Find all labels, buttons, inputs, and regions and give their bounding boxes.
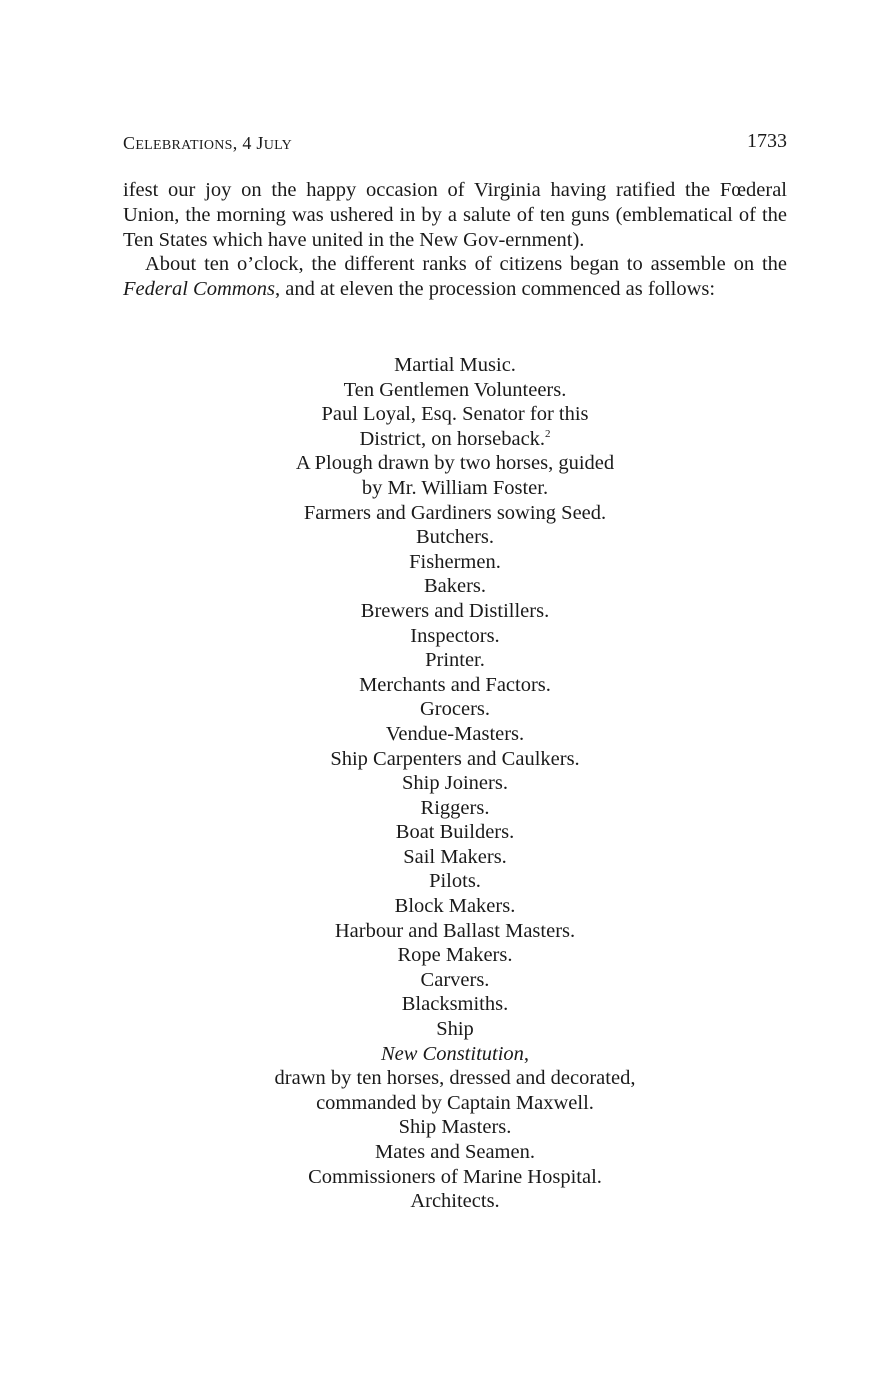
- paragraph-2-text-start: About ten o’clock, the different ranks of citizens began to assemble on the: [145, 253, 787, 276]
- procession-item-text: Ship Joiners.: [402, 772, 508, 795]
- procession-item: [123, 722, 787, 747]
- procession-item-text: Paul Loyal, Esq. Senator for this: [321, 403, 589, 426]
- procession-item: [123, 574, 787, 599]
- procession-item: [123, 1189, 787, 1214]
- procession-item-text: Ship: [436, 1018, 474, 1041]
- running-head-small-caps: ELEBRATIONS: [135, 138, 233, 153]
- procession-item: [123, 476, 787, 501]
- procession-item: [123, 402, 787, 427]
- procession-item-text: by Mr. William Foster.: [361, 476, 549, 499]
- procession-item: [123, 869, 787, 894]
- footnote-marker: 2: [545, 427, 551, 440]
- procession-item-text: Blacksmiths.: [401, 993, 509, 1016]
- procession-item-suffix: ,: [523, 1042, 530, 1065]
- procession-item-text: Ship Carpenters and Caulkers.: [330, 747, 580, 770]
- procession-item-text: Architects.: [410, 1190, 500, 1213]
- procession-item: [123, 992, 787, 1017]
- procession-item: [123, 648, 787, 673]
- procession-item-text: Grocers.: [419, 698, 490, 721]
- procession-item-text: Sail Makers.: [403, 845, 507, 868]
- procession-item: [123, 697, 787, 722]
- procession-item-text: Ship Masters.: [398, 1116, 512, 1139]
- procession-item: [123, 1042, 787, 1067]
- procession-item-text: Riggers.: [420, 796, 490, 819]
- running-head: [123, 130, 787, 160]
- procession-item-text: Block Makers.: [394, 895, 516, 918]
- procession-item-text: Vendue-Masters.: [385, 722, 525, 745]
- procession-item-text: Brewers and Distillers.: [360, 599, 550, 622]
- procession-item-text: drawn by ten horses, dressed and decorated,: [274, 1067, 636, 1090]
- running-head-initial: C: [123, 133, 136, 153]
- running-head-small-caps-month: ULY: [263, 138, 293, 153]
- procession-item-text: District, on horseback.: [359, 427, 546, 450]
- body-text: [123, 178, 787, 302]
- procession-item: [123, 353, 787, 378]
- procession-item-text: New Constitution: [380, 1042, 524, 1065]
- procession-item: [123, 451, 787, 476]
- procession-item: [123, 845, 787, 870]
- paragraph-2: [123, 252, 787, 302]
- procession-item: [123, 1017, 787, 1042]
- paragraph-2-italic-place: Federal Commons: [123, 278, 276, 301]
- procession-item-text: Printer.: [425, 649, 485, 672]
- page-number: 1733: [747, 130, 787, 152]
- procession-item-text: Boat Builders.: [395, 821, 515, 844]
- procession-item-text: Commissioners of Marine Hospital.: [308, 1165, 602, 1188]
- procession-item: [123, 624, 787, 649]
- procession-item: [123, 919, 787, 944]
- procession-item: [123, 525, 787, 550]
- procession-item: [123, 820, 787, 845]
- procession-item-text: Harbour and Ballast Masters.: [334, 919, 576, 942]
- procession-item: [123, 673, 787, 698]
- procession-item-text: Ten Gentlemen Volunteers.: [343, 378, 567, 401]
- procession-item-text: A Plough drawn by two horses, guided: [295, 452, 615, 475]
- procession-item-text: Butchers.: [416, 526, 494, 549]
- procession-item: [123, 1091, 787, 1116]
- procession-item-text: Carvers.: [420, 968, 490, 991]
- running-head-date: , 4 J: [232, 133, 264, 153]
- procession-item-text: Farmers and Gardiners sowing Seed.: [303, 501, 607, 524]
- procession-item: [123, 501, 787, 526]
- running-head-title: [123, 133, 292, 154]
- procession-item-text: Martial Music.: [394, 354, 516, 376]
- procession-item: [123, 1066, 787, 1091]
- procession-item: [123, 1140, 787, 1165]
- procession-item-text: Bakers.: [423, 575, 487, 598]
- procession-item: [123, 599, 787, 624]
- procession-list: [123, 353, 787, 1214]
- procession-item-text: Fishermen.: [409, 550, 501, 573]
- procession-item: [123, 1115, 787, 1140]
- procession-item-text: Pilots.: [429, 870, 481, 893]
- procession-item: [123, 747, 787, 772]
- paragraph-2-text-end: , and at eleven the procession commenced as follows:: [275, 278, 716, 301]
- procession-item: [123, 427, 787, 452]
- procession-item: [123, 771, 787, 796]
- paragraph-1: [123, 178, 787, 252]
- procession-item-text: Rope Makers.: [397, 944, 513, 967]
- procession-item: [123, 943, 787, 968]
- procession-item: [123, 968, 787, 993]
- procession-item: [123, 378, 787, 403]
- procession-item-text: Inspectors.: [410, 624, 500, 647]
- paragraph-1-text: ifest our joy on the happy occasion of Virginia having ratified the Fœderal Union, the morning was ushered in by a salute of ten guns (emblematical of the Ten States which have united in the New Gov-ernment).: [123, 179, 787, 251]
- procession-item: [123, 796, 787, 821]
- procession-item: [123, 550, 787, 575]
- procession-item: [123, 894, 787, 919]
- procession-item-text: Mates and Seamen.: [375, 1141, 535, 1163]
- procession-item-text: commanded by Captain Maxwell.: [316, 1091, 594, 1114]
- procession-item-text: Merchants and Factors.: [359, 673, 551, 696]
- procession-item: [123, 1165, 787, 1190]
